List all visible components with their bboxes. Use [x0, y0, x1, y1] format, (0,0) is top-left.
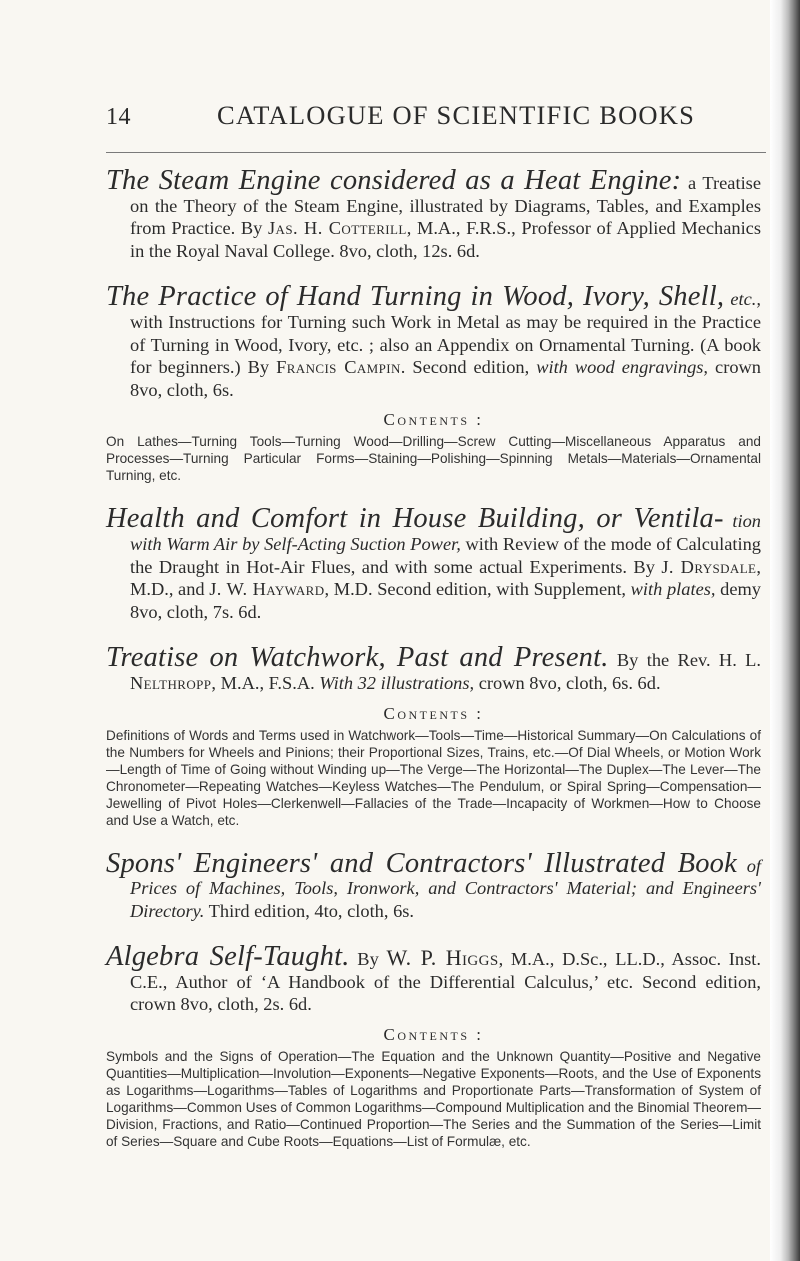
- entry-title: Spons' Engineers' and Contractors' Illustrated Book: [106, 847, 737, 879]
- contents-heading: Contents :: [383, 410, 484, 430]
- entry-title: Health and Comfort in House Building, or Ventila-: [106, 503, 724, 535]
- catalogue-entry-watchwork: [106, 642, 761, 828]
- entry-author-2: J. W. Hayward: [209, 579, 325, 600]
- entry-author: Nelthropp: [130, 672, 212, 693]
- entry-title: Algebra Self-Taught.: [106, 941, 350, 973]
- catalogue-entries: [106, 165, 762, 1174]
- entry-author: J. Drysdale: [661, 556, 757, 577]
- contents-heading: Contents :: [383, 1025, 484, 1045]
- entry-text: Treatise on Watchwork, Past and Present. By the Rev. H. L. Nelthropp, M.A., F.S.A. With 32 illustrations, crown 8vo, cloth, 6s. 6d.: [106, 642, 761, 693]
- entry-text: The Practice of Hand Turning in Wood, Ivory, Shell, etc., with Instructions for Turning such Work in Metal as may be required in the Practice of Turning in Wood, Ivory, etc. ; also an Appendix on Ornamental Turning. (A book for beginners.) By Francis Campin. Second edition, with wood engravings, crown 8vo, cloth, 6s.: [106, 281, 762, 400]
- entry-text: Algebra Self-Taught. By W. P. Higgs, M.A., D.Sc., LL.D., Assoc. Inst. C.E., Author of ‘A Handbook of the Differential Calculus,’ etc. Second edition, crown 8vo, cloth, 2s. 6d.: [106, 941, 761, 1015]
- running-head: CATALOGUE OF SCIENTIFIC BOOKS: [216, 100, 696, 130]
- entry-title: The Practice of Hand Turning in Wood, Ivory, Shell,: [106, 281, 725, 313]
- page-number: 14: [106, 104, 131, 130]
- entry-text: Health and Comfort in House Building, or Ventila- tion with Warm Air by Self-Acting Suction Power, with Review of the mode of Calculating the Draught in Hot-Air Flues, and with some actual Experiments. By J. Drysdale, M.D., and J. W. Hayward, M.D. Second edition, with Supplement, with plates, demy 8vo, cloth, 7s. 6d.: [106, 503, 762, 622]
- page-edge-shadow: [770, 0, 800, 1261]
- entry-title: The Steam Engine considered as a Heat Engine:: [106, 165, 682, 196]
- entry-subtitle: of Prices of Machines, Tools, Ironwork, and Contractors' Material; and Engineers' Directory.: [130, 855, 761, 921]
- contents-list: On Lathes—Turning Tools—Turning Wood—Drilling—Screw Cutting—Miscellaneous Apparatus and Processes—Turning Particular Forms—Staining—Polishing—Spinning Metals—Materials—Ornamental Turning, etc.: [106, 434, 761, 484]
- entry-author: W. P. Higgs: [386, 945, 499, 971]
- catalogue-entry-algebra: [106, 941, 761, 1150]
- entry-text: Spons' Engineers' and Contractors' Illustrated Book of Prices of Machines, Tools, Ironwork, and Contractors' Material; and Engineers' Directory. Third edition, 4to, cloth, 6s.: [106, 847, 761, 921]
- entry-text: The Steam Engine considered as a Heat Engine: a Treatise on the Theory of the Steam Engine, illustrated by Diagrams, Tables, and Examples from Practice. By Jas. H. Cotterill, M.A., F.R.S., Professor of Applied Mechanics in the Royal Naval College. 8vo, cloth, 12s. 6d.: [106, 165, 762, 261]
- catalogue-entry-health-comfort: [106, 503, 762, 623]
- contents-list: Definitions of Words and Terms used in Watchwork—Tools—Time—Historical Summary—On Calculations of the Numbers for Wheels and Pinions; their Proportional Sizes, Trains, etc.—Of Dial Wheels, or Motion Work—Length of Time of Going without Winding up—The Verge—The Horizontal—The Duplex—The Lever—The Chronometer—Repeating Watches—Keyless Watches—The Pendulum, or Spiral Spring—Compensation—Jewelling of Pivot Holes—Clerkenwell—Fallacies of the Trade—Incapacity of Workmen—How to Choose and Use a Watch, etc.: [106, 727, 761, 828]
- catalogue-entry-hand-turning: [106, 281, 762, 484]
- entry-title: Treatise on Watchwork, Past and Present.: [106, 642, 609, 674]
- contents-list: Symbols and the Signs of Operation—The Equation and the Unknown Quantity—Positive and Negative Quantities—Multiplication—Involution—Exponents—Negative Exponents—Roots, and the Use of Exponents as Logarithms—Logarithms—Tables of Logarithms and Proportionate Parts—Transformation of System of Logarithms—Common Uses of Common Logarithms—Compound Multiplication and the Binomial Theorem—Division, Fractions, and Ratio—Continued Proportion—The Series and the Summation of the Series—Limit of Series—Square and Cube Roots—Equations—List of Formulæ, etc.: [106, 1049, 761, 1150]
- page-header: [106, 86, 766, 153]
- catalogue-entry-spons-prices: [106, 847, 761, 923]
- entry-author: Jas. H. Cotterill: [268, 218, 407, 239]
- catalogue-entry-steam-engine: [106, 165, 762, 262]
- contents-heading: Contents :: [383, 703, 484, 723]
- entry-subtitle: tion with Warm Air by Self-Acting Suction Power,: [130, 511, 761, 554]
- entry-author: Francis Campin: [276, 357, 401, 378]
